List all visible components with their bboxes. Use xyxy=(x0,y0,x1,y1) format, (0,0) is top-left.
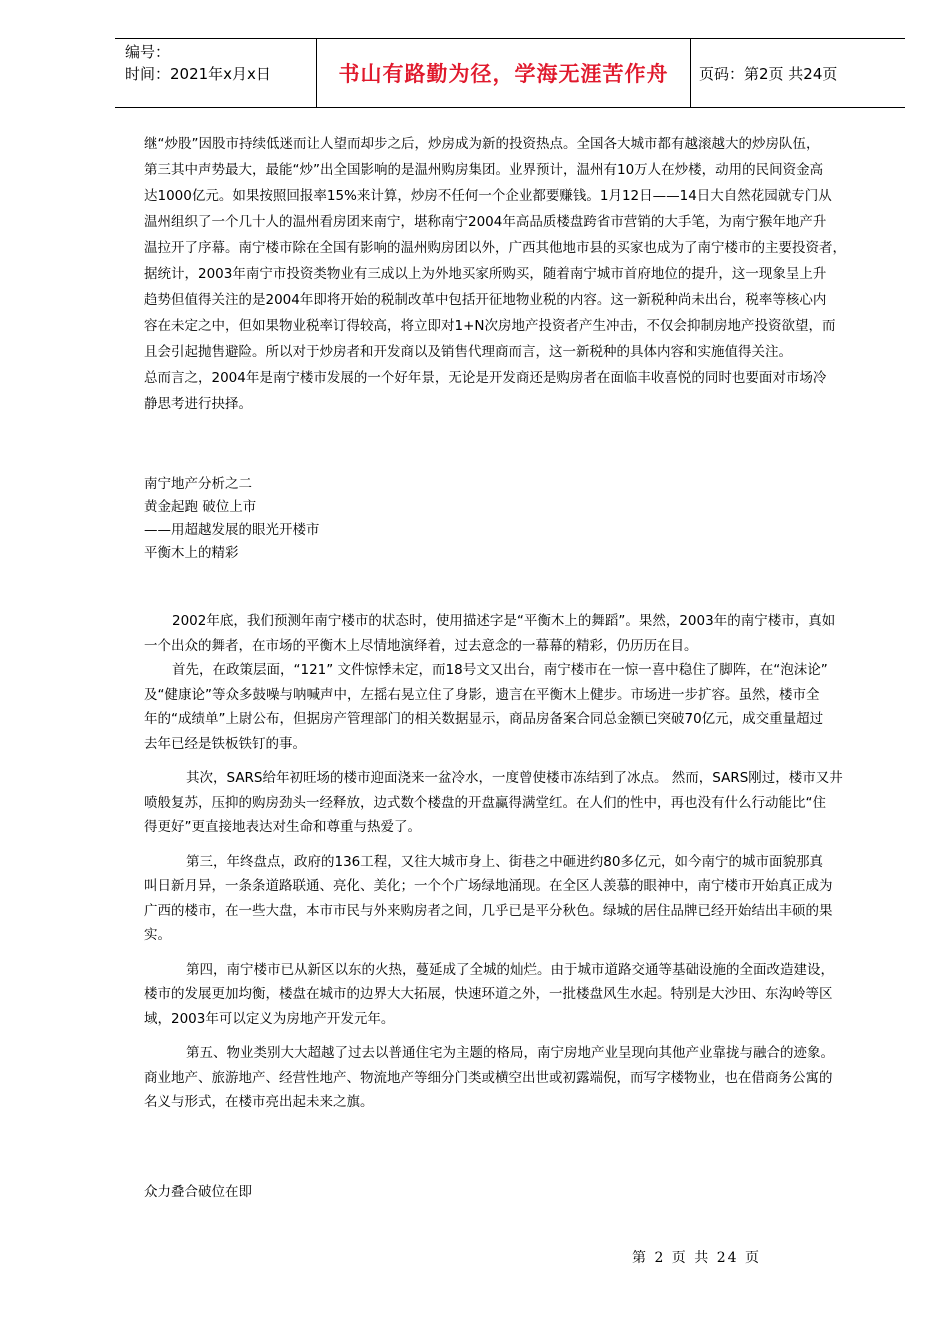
text-line: 叫日新月异，一条条道路联通、亮化、美化；一个个广场绿地涌现。在全区人羡慕的眼神中，南宁楼市开始真正成为 xyxy=(144,878,833,894)
text-line: 静思考进行抉择。 xyxy=(144,396,252,412)
page-header xyxy=(115,38,905,108)
text-line: 第三，年终盘点，政府的136工程，又往大城市身上、街巷之中砸进约80多亿元，如今南宁的城市面貌那真 xyxy=(186,853,823,870)
text-line: 域，2003年可以定义为房地产开发元年。 xyxy=(144,1010,395,1027)
text-line: 第四，南宁楼市已从新区以东的火热，蔓延成了全城的灿烂。由于城市道路交通等基础设施的全面改造建设， xyxy=(186,961,834,978)
text-line: 广西的楼市，在一些大盘，本市市民与外来购房者之间，几乎已是平分秋色。绿城的居住品牌已经开始结出丰硕的果 xyxy=(144,902,833,919)
text-line: 年的“成绩单”上尉公布，但据房产管理部门的相关数据显示，商品房备案合同总金额已突破70亿元，成交重量超过 xyxy=(144,711,824,727)
analysis-block xyxy=(144,609,894,1115)
text-line: 及“健康论”等众多鼓噪与呐喊声中，左摇右晃立住了身影，遗言在平衡木上健步。市场进一步扩容。虽然，楼市全 xyxy=(144,686,820,703)
section-headings xyxy=(144,473,894,565)
text-line: 得更好”更直接地表达对生命和尊重与热爱了。 xyxy=(144,819,421,835)
header-page-info: 页码：第2页 共24页 xyxy=(699,64,838,83)
text-line: 第五、物业类别大大超越了过去以普通住宅为主题的格局，南宁房地产业呈现向其他产业靠拢与融合的迹象。 xyxy=(186,1045,834,1061)
text-line: 商业地产、旅游地产、经营性地产、物流地产等细分门类或横空出世或初露端倪，而写字楼物业，也在借商务公寓的 xyxy=(144,1069,833,1086)
text-line: 楼市的发展更加均衡，楼盘在城市的边界大大拓展，快速环道之外，一批楼盘风生水起。特别是大沙田、东沟岭等区 xyxy=(144,986,833,1002)
text-line: 一个出众的舞者，在市场的平衡木上尽情地演绎着，过去意念的一幕幕的精彩，仍历历在目。 xyxy=(144,637,698,654)
text-line: 温州组织了一个几十人的温州看房团来南宁，堪称南宁2004年高品质楼盘跨省市营销的大手笔，为南宁猴年地产升 xyxy=(144,214,827,230)
closing-heading: 众力叠合破位在即 xyxy=(144,1184,252,1200)
section-headline: 黄金起跑 破位上市 xyxy=(144,499,257,515)
text-line: 名义与形式，在楼市亮出起未来之旗。 xyxy=(144,1094,374,1110)
text-line: 容在未定之中，但如果物业税率订得较高，将立即对1+N次房地产投资者产生冲击，不仅会抑制房地产投资欲望，而 xyxy=(144,318,836,334)
text-line: 继“炒股”因股市持续低迷而让人望而却步之后，炒房成为新的投资热点。全国各大城市都有越滚越大的炒房队伍， xyxy=(144,136,820,152)
section-subheadline: ——用超越发展的眼光开楼市 xyxy=(144,522,320,538)
number-label: 编号： xyxy=(125,43,171,61)
subsection-title: 平衡木上的精彩 xyxy=(144,545,239,561)
text-line: 据统计，2003年南宁市投资类物业有三成以上为外地买家所购买，随着南宁城市首府地位的提升，这一现象呈上升 xyxy=(144,266,827,282)
intro-block xyxy=(144,131,894,417)
text-line: 温拉开了序幕。南宁楼市除在全国有影响的温州购房团以外，广西其他地市县的买家也成为了南宁楼市的主要投资者， xyxy=(144,240,846,256)
text-line: 第三其中声势最大，最能“炒”出全国影响的是温州购房集团。业界预计，温州有10万人在炒楼，动用的民间资金高 xyxy=(144,162,824,178)
text-line: 喷般复苏，压抑的购房劲头一经释放，边式数个楼盘的开盘赢得满堂红。在人们的性中，再也没有什么行动能比“住 xyxy=(144,794,826,811)
text-line: 趋势但值得关注的是2004年即将开始的税制改革中包括开征地物业税的内容。这一新税种尚未出台，税率等核心内 xyxy=(144,292,827,308)
text-line: 实。 xyxy=(144,927,171,943)
text-line: 达1000亿元。如果按照回报率15%来计算，炒房不任何一个企业都要赚钱。1月12日——14日大自然花园就专门从 xyxy=(144,188,832,204)
header-motto: 书山有路勤为径，学海无涯苦作舟 xyxy=(316,39,691,107)
page-footer: 第 2 页 共 24 页 xyxy=(632,1250,761,1266)
text-line: 2002年底，我们预测年南宁楼市的状态时，使用描述字是“平衡木上的舞蹈”。果然，2003年的南宁楼市，真如 xyxy=(172,613,836,629)
section-title: 南宁地产分析之二 xyxy=(144,476,252,492)
text-line: 首先，在政策层面，“121” 文件惊悸未定，而18号文又出台，南宁楼市在一惊一喜中稳住了脚阵，在“泡沫论” xyxy=(172,662,828,678)
header-meta xyxy=(125,41,271,85)
text-line: 其次，SARS给年初旺场的楼市迎面浇来一盆冷水，一度曾使楼市冻结到了冰点。 然而，SARS刚过，楼市又井 xyxy=(186,770,843,786)
time-label: 时间：2021年x月x日 xyxy=(125,65,271,83)
text-line: 总而言之，2004年是南宁楼市发展的一个好年景，无论是开发商还是购房者在面临丰收喜悦的同时也要面对市场冷 xyxy=(144,370,827,386)
text-line: 去年已经是铁板铁钉的事。 xyxy=(144,735,306,752)
text-line: 且会引起抛售避险。所以对于炒房者和开发商以及销售代理商而言，这一新税种的具体内容和实施值得关注。 xyxy=(144,344,792,360)
